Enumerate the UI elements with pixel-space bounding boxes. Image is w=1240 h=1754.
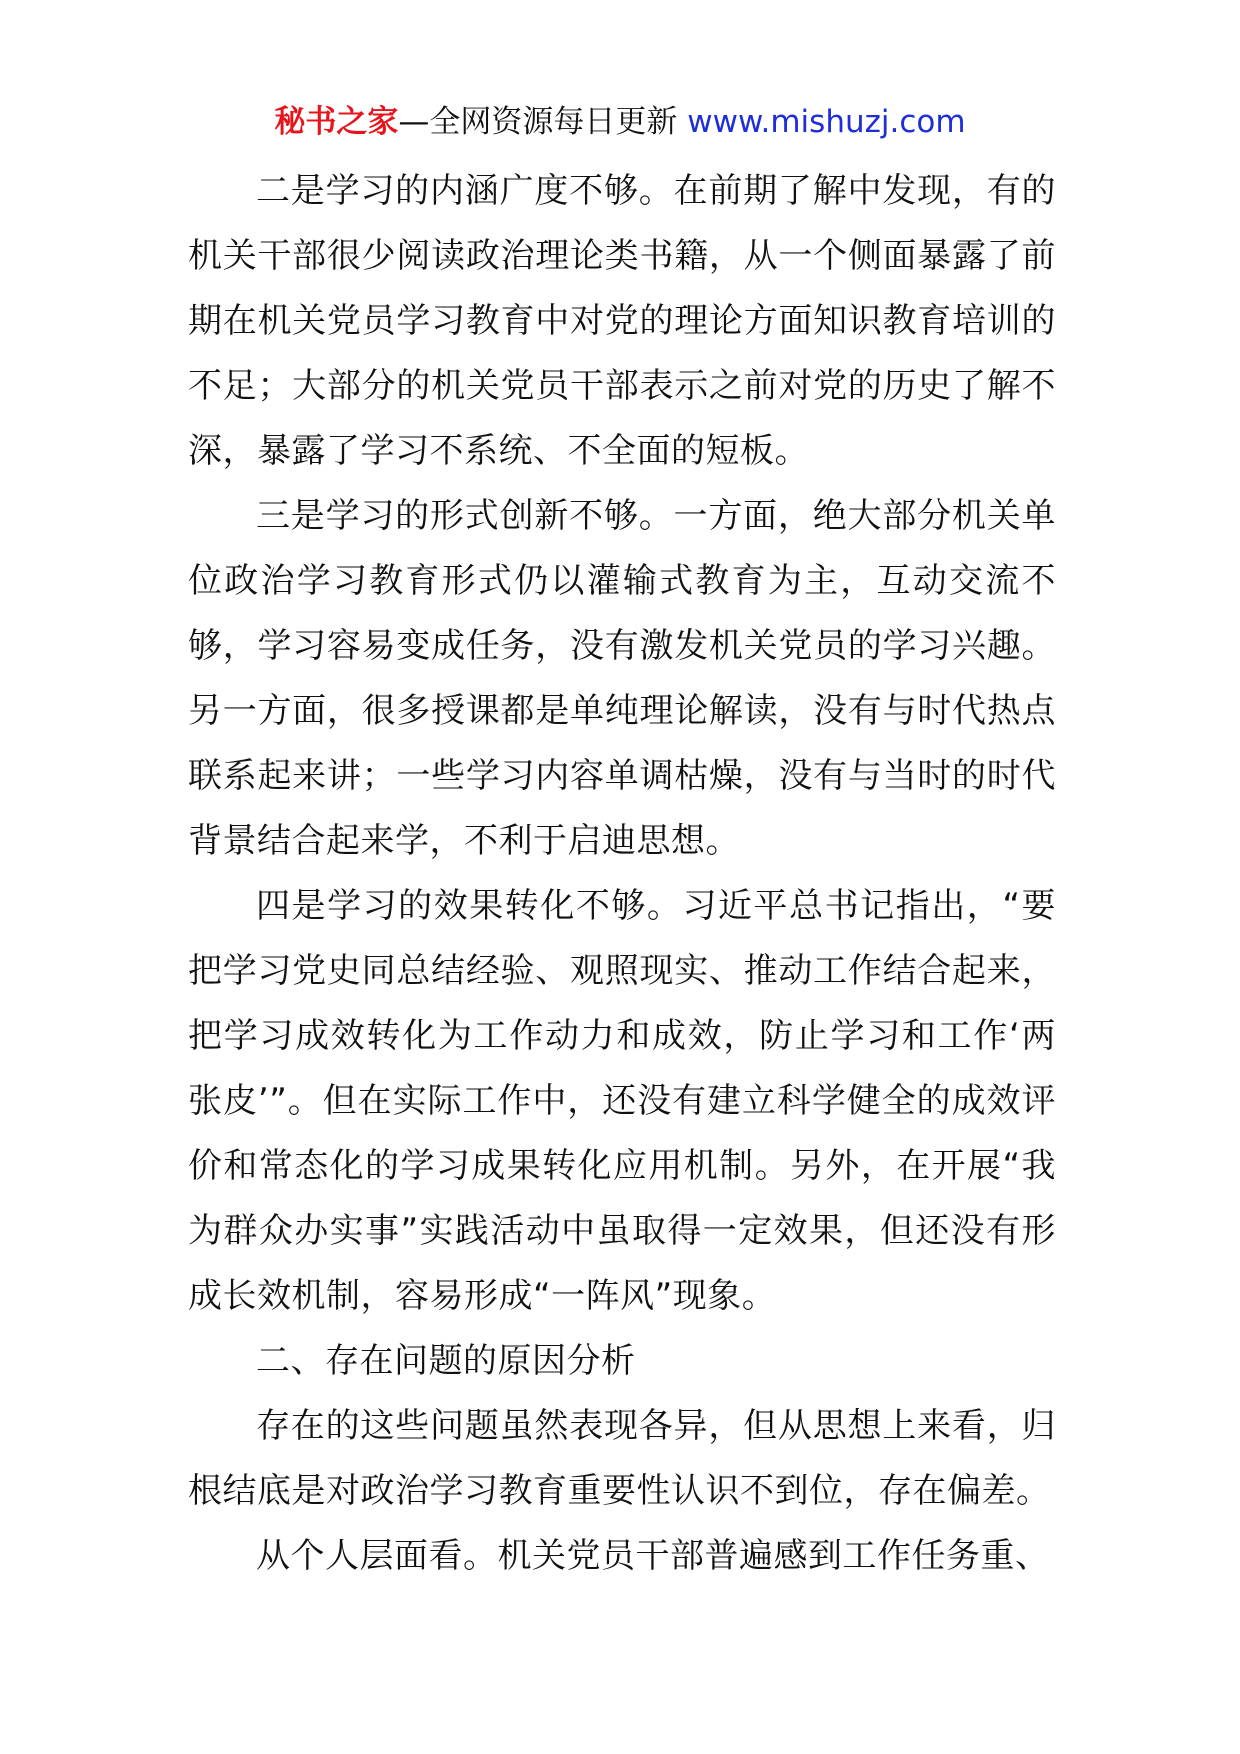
page-header <box>0 98 1240 146</box>
paragraph-learning-effect: 四是学习的效果转化不够。习近平总书记指出，“要把学习党史同总结经验、观照现实、推动工作结合起来，把学习成效转化为工作动力和成效，防止学习和工作‘两张皮’”。但在实际工作中，还没有建立科学健全的成效评价和常态化的学习成果转化应用机制。另外，在开展“我为群众办实事”实践活动中虽取得一定效果，但还没有形成长效机制，容易形成“一阵风”现象。 <box>188 886 1056 1316</box>
site-brand: 秘书之家 <box>274 104 399 140</box>
site-url-link[interactable]: www.mishuzj.com <box>687 104 966 140</box>
paragraph-learning-form: 三是学习的形式创新不够。一方面，绝大部分机关单位政治学习教育形式仍以灌输式教育为主，互动交流不够，学习容易变成任务，没有激发机关党员的学习兴趣。另一方面，很多授课都是单纯理论解读，没有与时代热点联系起来讲；一些学习内容单调枯燥，没有与当时的时代背景结合起来学，不利于启迪思想。 <box>188 496 1056 861</box>
paragraph-cause-summary: 存在的这些问题虽然表现各异，但从思想上来看，归根结底是对政治学习教育重要性认识不到位，存在偏差。 <box>188 1406 1056 1511</box>
paragraph-learning-breadth: 二是学习的内涵广度不够。在前期了解中发现，有的机关干部很少阅读政治理论类书籍，从一个侧面暴露了前期在机关党员学习教育中对党的理论方面知识教育培训的不足；大部分的机关党员干部表示之前对党的历史了解不深，暴露了学习不系统、不全面的短板。 <box>188 171 1056 471</box>
header-tagline: —全网资源每日更新 <box>398 104 688 140</box>
document-body <box>188 159 1056 1589</box>
section-heading-cause-analysis: 二、存在问题的原因分析 <box>256 1341 636 1381</box>
paragraph-personal-level: 从个人层面看。机关党员干部普遍感到工作任务重、 <box>256 1536 1050 1576</box>
